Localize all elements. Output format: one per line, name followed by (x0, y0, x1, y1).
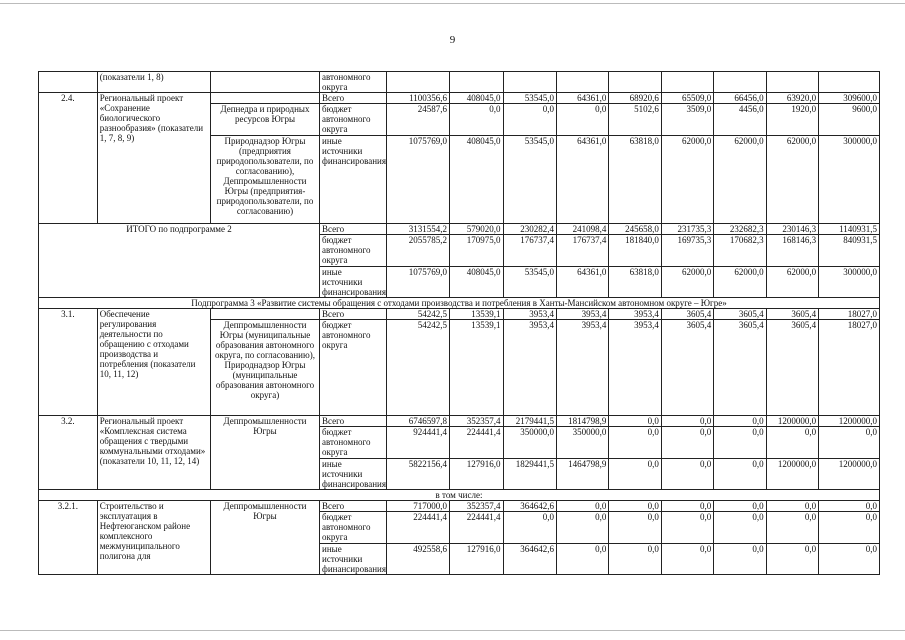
value-cell: 54242,5 (387, 320, 450, 416)
row-number: 3.2. (39, 416, 98, 490)
value-cell: 64361,0 (556, 136, 608, 224)
value-cell: 350000,0 (556, 427, 608, 459)
value-cell: 492558,6 (387, 544, 450, 575)
value-cell (819, 72, 880, 93)
measure-name: Региональный проект «Сохранение биологического разнообразия» (показатели 1, 7, 8, 9) (97, 93, 210, 224)
value-cell: 176737,4 (556, 235, 608, 267)
value-cell: 0,0 (714, 416, 766, 427)
value-cell: 62000,0 (714, 267, 766, 298)
value-cell: 352357,4 (450, 501, 503, 512)
value-cell: 0,0 (609, 427, 661, 459)
value-cell: 840931,5 (819, 235, 880, 267)
measure-name: Строительство и эксплуатация в Нефтеюганском районе комплексного межмуниципального полигона для (97, 501, 210, 575)
value-cell: 53545,0 (503, 267, 556, 298)
value-cell: 245658,0 (609, 224, 661, 235)
value-cell: 0,0 (714, 501, 766, 512)
value-cell: 5102,6 (609, 104, 661, 136)
value-cell: 0,0 (819, 512, 880, 544)
responsible: Деппромышленности Югры (210, 501, 319, 575)
value-cell: 0,0 (766, 501, 818, 512)
value-cell: 3953,4 (556, 309, 608, 320)
value-cell: 3953,4 (503, 320, 556, 416)
value-cell: 2055785,2 (387, 235, 450, 267)
value-cell: 408045,0 (450, 93, 503, 104)
value-cell: 0,0 (819, 501, 880, 512)
measure-name: Региональный проект «Комплексная система обращения с твердыми коммунальными отходами» (показатели 10, 11, 12, 14) (97, 416, 210, 490)
value-cell: 62000,0 (766, 267, 818, 298)
value-cell: 6746597,8 (387, 416, 450, 427)
value-cell: 127916,0 (450, 459, 503, 490)
value-cell: 3605,4 (766, 320, 818, 416)
value-cell (609, 72, 661, 93)
value-cell: 231735,3 (661, 224, 713, 235)
funding-source: бюджет автономного округа (320, 104, 387, 136)
value-cell: 181840,0 (609, 235, 661, 267)
value-cell: 63818,0 (609, 136, 661, 224)
value-cell: 176737,4 (503, 235, 556, 267)
row-number: 2.4. (39, 93, 98, 224)
value-cell: 1829441,5 (503, 459, 556, 490)
table-row (39, 501, 880, 512)
value-cell: 0,0 (766, 427, 818, 459)
value-cell: 1100356,6 (387, 93, 450, 104)
value-cell: 352357,4 (450, 416, 503, 427)
value-cell: 924441,4 (387, 427, 450, 459)
funding-source: иные источники финансирования (320, 544, 387, 575)
value-cell: 309600,0 (819, 93, 880, 104)
responsible (210, 309, 319, 320)
value-cell: 717000,0 (387, 501, 450, 512)
subprogram-heading: Подпрограмма 3 «Развитие системы обращения с отходами производства и потребления в Ханты-Мансийском автономном округе – Югре» (39, 298, 880, 309)
value-cell: 3605,4 (714, 320, 766, 416)
value-cell: 1464798,9 (556, 459, 608, 490)
value-cell: 127916,0 (450, 544, 503, 575)
value-cell: 3953,4 (609, 309, 661, 320)
value-cell: 66456,0 (714, 93, 766, 104)
value-cell: 170682,3 (714, 235, 766, 267)
value-cell: 0,0 (556, 501, 608, 512)
value-cell: 224441,4 (450, 512, 503, 544)
value-cell (503, 72, 556, 93)
table-row (39, 490, 880, 501)
value-cell: 53545,0 (503, 93, 556, 104)
value-cell: 63920,0 (766, 93, 818, 104)
value-cell: 1200000,0 (819, 416, 880, 427)
table-row (39, 93, 880, 104)
table-row (39, 224, 880, 235)
value-cell: 300000,0 (819, 267, 880, 298)
value-cell: 65509,0 (661, 93, 713, 104)
value-cell: 3605,4 (766, 309, 818, 320)
value-cell: 0,0 (661, 512, 713, 544)
row-number: 3.1. (39, 309, 98, 416)
row-number (39, 72, 98, 93)
funding-source: Всего (320, 224, 387, 235)
value-cell: 53545,0 (503, 136, 556, 224)
value-cell: 0,0 (450, 104, 503, 136)
funding-source: бюджет автономного округа (320, 512, 387, 544)
value-cell: 13539,1 (450, 320, 503, 416)
value-cell: 0,0 (714, 459, 766, 490)
value-cell: 1200000,0 (766, 416, 818, 427)
measure-name: (показатели 1, 8) (97, 72, 210, 93)
value-cell: 5822156,4 (387, 459, 450, 490)
value-cell: 0,0 (714, 512, 766, 544)
value-cell: 0,0 (661, 544, 713, 575)
value-cell: 1200000,0 (766, 459, 818, 490)
value-cell (450, 72, 503, 93)
value-cell: 364642,6 (503, 544, 556, 575)
value-cell: 0,0 (503, 512, 556, 544)
value-cell: 2179441,5 (503, 416, 556, 427)
value-cell: 0,0 (661, 416, 713, 427)
value-cell: 232682,3 (714, 224, 766, 235)
value-cell: 62000,0 (714, 136, 766, 224)
value-cell: 3509,0 (661, 104, 713, 136)
value-cell: 3953,4 (556, 320, 608, 416)
funding-source: иные источники финансирования (320, 136, 387, 224)
value-cell: 3953,4 (609, 320, 661, 416)
table-row (39, 416, 880, 427)
value-cell (387, 72, 450, 93)
table-row (39, 298, 880, 309)
value-cell: 3953,4 (503, 309, 556, 320)
value-cell: 0,0 (556, 512, 608, 544)
value-cell: 0,0 (556, 104, 608, 136)
page-number: 9 (449, 34, 456, 46)
value-cell: 1920,0 (766, 104, 818, 136)
responsible: Деппромышленности Югры (210, 416, 319, 490)
funding-source: бюджет автономного округа (320, 235, 387, 267)
scan-edge-top (0, 3, 905, 4)
value-cell (661, 72, 713, 93)
funding-source: иные источники финансирования (320, 459, 387, 490)
value-cell: 408045,0 (450, 136, 503, 224)
value-cell: 579020,0 (450, 224, 503, 235)
value-cell: 62000,0 (661, 267, 713, 298)
value-cell: 0,0 (819, 427, 880, 459)
value-cell: 24587,6 (387, 104, 450, 136)
value-cell: 408045,0 (450, 267, 503, 298)
subtotal-label: ИТОГО по подпрограмме 2 (39, 224, 320, 298)
value-cell: 300000,0 (819, 136, 880, 224)
funding-source: Всего (320, 501, 387, 512)
measure-name: Обеспечение регулирования деятельности по обращению с отходами производства и потребления (показатели 10, 11, 12) (97, 309, 210, 416)
table-row (39, 309, 880, 320)
funding-source: Всего (320, 93, 387, 104)
value-cell: 3605,4 (661, 309, 713, 320)
value-cell: 0,0 (661, 501, 713, 512)
funding-source: автономного округа (320, 72, 387, 93)
value-cell: 0,0 (819, 544, 880, 575)
value-cell (766, 72, 818, 93)
value-cell: 62000,0 (661, 136, 713, 224)
row-number: 3.2.1. (39, 501, 98, 575)
value-cell: 168146,3 (766, 235, 818, 267)
funding-source: Всего (320, 309, 387, 320)
value-cell: 0,0 (609, 544, 661, 575)
value-cell (556, 72, 608, 93)
value-cell: 169735,3 (661, 235, 713, 267)
budget-table (38, 71, 880, 575)
value-cell: 0,0 (766, 544, 818, 575)
value-cell: 170975,0 (450, 235, 503, 267)
value-cell: 3131554,2 (387, 224, 450, 235)
value-cell: 1140931,5 (819, 224, 880, 235)
value-cell: 64361,0 (556, 267, 608, 298)
value-cell: 62000,0 (766, 136, 818, 224)
value-cell: 241098,4 (556, 224, 608, 235)
value-cell: 64361,0 (556, 93, 608, 104)
funding-source: Всего (320, 416, 387, 427)
value-cell: 0,0 (609, 459, 661, 490)
responsible: Природнадзор Югры (предприятия природопользователи, по согласованию), Деппромышленности Югры (предприятия-природопользователи, по согласованию) (210, 136, 319, 224)
value-cell: 0,0 (714, 544, 766, 575)
value-cell (714, 72, 766, 93)
value-cell: 364642,6 (503, 501, 556, 512)
value-cell: 4456,0 (714, 104, 766, 136)
value-cell: 3605,4 (661, 320, 713, 416)
funding-source: бюджет автономного округа (320, 427, 387, 459)
value-cell: 0,0 (661, 427, 713, 459)
value-cell: 3605,4 (714, 309, 766, 320)
including-heading: в том числе: (39, 490, 880, 501)
value-cell: 9600,0 (819, 104, 880, 136)
value-cell: 0,0 (503, 104, 556, 136)
scan-edge-bottom (0, 630, 905, 631)
funding-source: бюджет автономного округа (320, 320, 387, 416)
value-cell: 0,0 (609, 501, 661, 512)
responsible: Деппромышленности Югры (муниципальные образования автономного округа, по согласованию), Природнадзор Югры (муниципальные образования автономного округа) (210, 320, 319, 416)
value-cell: 0,0 (661, 459, 713, 490)
value-cell: 63818,0 (609, 267, 661, 298)
value-cell: 13539,1 (450, 309, 503, 320)
value-cell: 0,0 (714, 427, 766, 459)
value-cell: 68920,6 (609, 93, 661, 104)
value-cell: 224441,4 (450, 427, 503, 459)
value-cell: 230146,3 (766, 224, 818, 235)
value-cell: 1814798,9 (556, 416, 608, 427)
value-cell: 54242,5 (387, 309, 450, 320)
value-cell: 1075769,0 (387, 136, 450, 224)
value-cell: 0,0 (609, 512, 661, 544)
table-row (39, 72, 880, 93)
value-cell: 0,0 (556, 544, 608, 575)
value-cell: 18027,0 (819, 309, 880, 320)
value-cell: 1075769,0 (387, 267, 450, 298)
value-cell: 0,0 (609, 416, 661, 427)
value-cell: 1200000,0 (819, 459, 880, 490)
responsible (210, 72, 319, 93)
responsible: Депнедра и природных ресурсов Югры (210, 104, 319, 136)
value-cell: 350000,0 (503, 427, 556, 459)
responsible (210, 93, 319, 104)
value-cell: 18027,0 (819, 320, 880, 416)
value-cell: 0,0 (766, 512, 818, 544)
value-cell: 224441,4 (387, 512, 450, 544)
value-cell: 230282,4 (503, 224, 556, 235)
funding-source: иные источники финансирования (320, 267, 387, 298)
